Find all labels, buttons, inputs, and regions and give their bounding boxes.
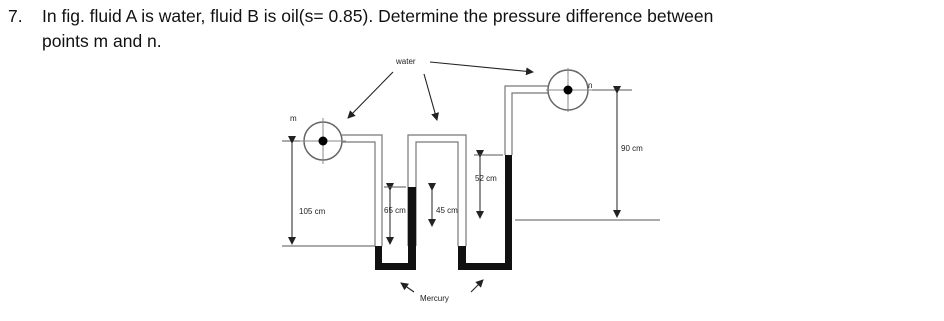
dimension-45cm [432, 190, 458, 226]
dimension-90cm [617, 93, 643, 217]
reference-lines [282, 90, 660, 246]
label-105cm: 105 cm [299, 207, 326, 216]
mercury-arrows [401, 280, 483, 292]
problem-number: 7. [8, 6, 23, 26]
label-65cm: 65 cm [384, 206, 406, 215]
label-90cm: 90 cm [621, 144, 643, 153]
label-mercury: Mercury [420, 294, 449, 303]
label-water: water [396, 57, 416, 66]
dimension-65cm [384, 187, 406, 244]
inverted-u-tube [408, 135, 466, 246]
label-n: n [588, 81, 593, 90]
mercury-u-tube-left [375, 187, 416, 270]
label-m: m [290, 114, 297, 123]
dimension-52cm [474, 155, 503, 218]
point-m-tank [290, 114, 346, 164]
problem-text-line-1: In fig. fluid A is water, fluid B is oil(s= 0.85). Determine the pressure difference between [42, 6, 714, 26]
label-45cm: 45 cm [436, 206, 458, 215]
pipe-to-n [505, 86, 555, 155]
problem-text-line-2: points m and n. [42, 31, 162, 51]
point-n-tank [546, 68, 592, 112]
label-52cm: 52 cm [475, 174, 497, 183]
pipe-from-m [342, 135, 382, 246]
